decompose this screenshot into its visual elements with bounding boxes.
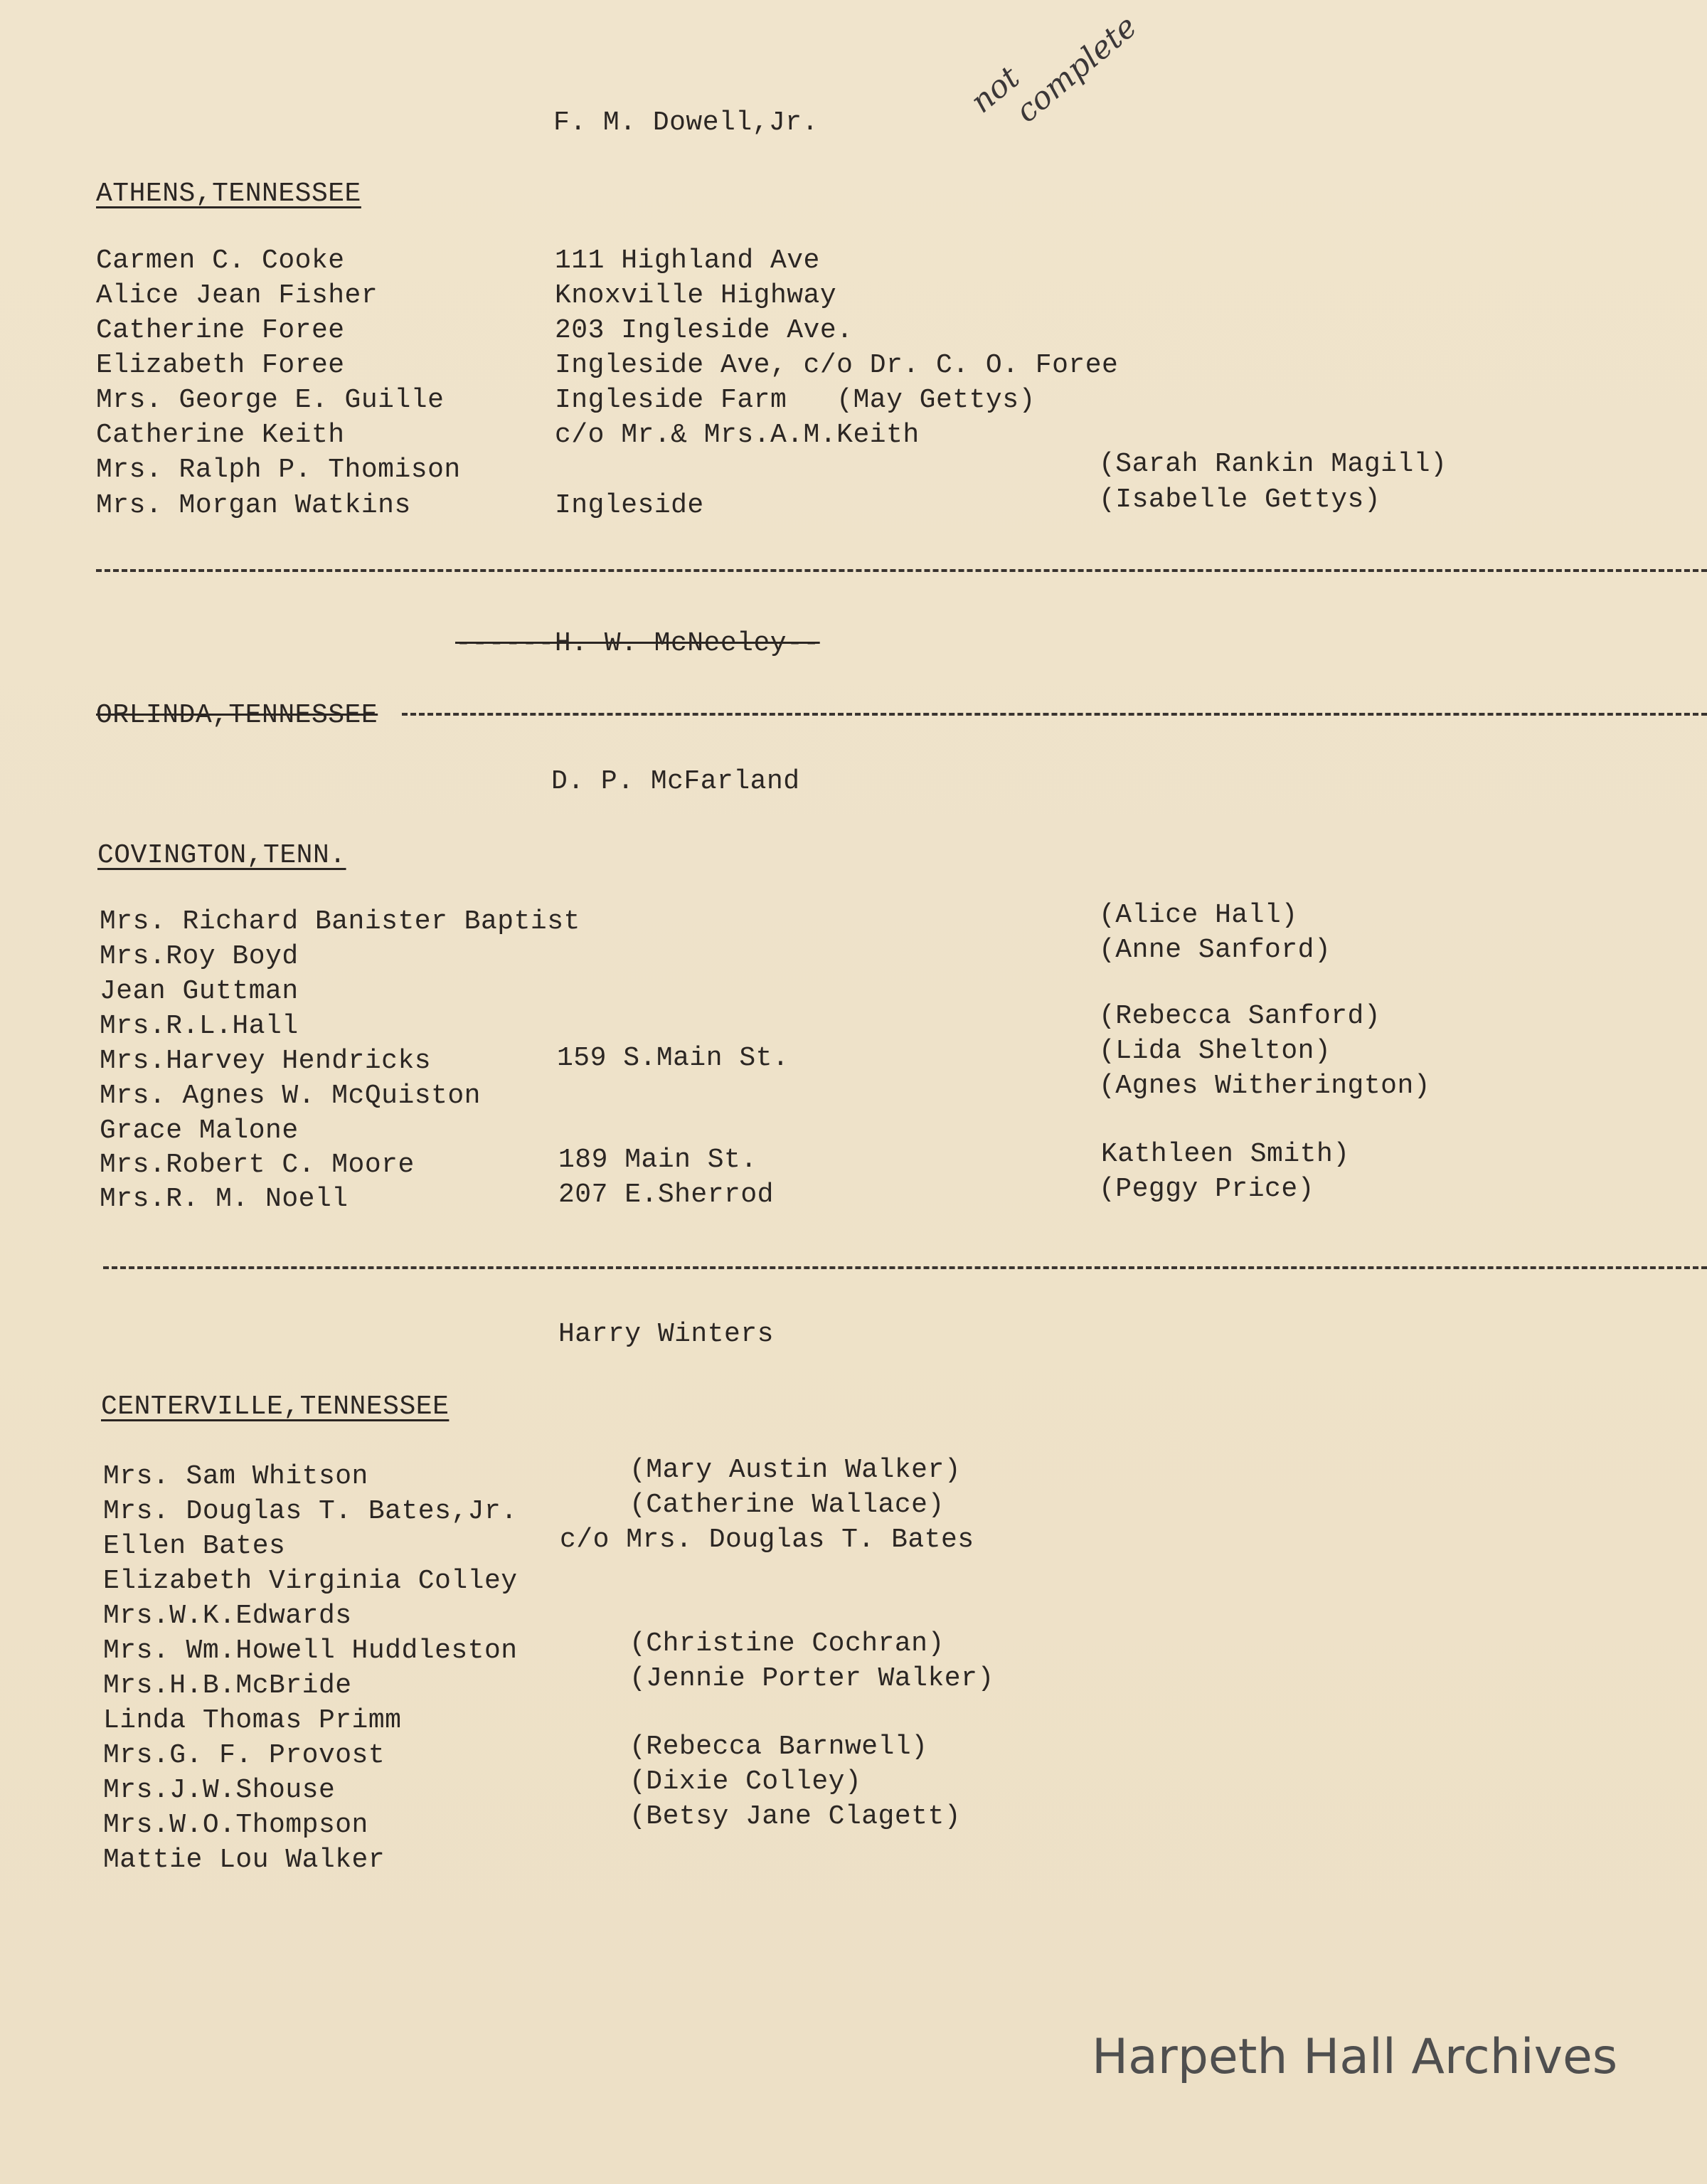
athens-address: Ingleside Farm (May Gettys): [555, 385, 1036, 415]
athens-maiden: (Sarah Rankin Magill): [1099, 449, 1447, 479]
covington-name: Jean Guttman: [100, 976, 299, 1007]
centerville-detail: (Betsy Jane Clagett): [629, 1801, 962, 1832]
covington-maiden: Kathleen Smith): [1101, 1139, 1350, 1170]
centerville-detail: (Jennie Porter Walker): [629, 1663, 994, 1694]
centerville-name: Linda Thomas Primm: [103, 1705, 402, 1736]
athens-heading: ATHENS,TENNESSEE: [96, 179, 361, 209]
centerville-representative: Harry Winters: [558, 1319, 774, 1350]
covington-name: Mrs.Roy Boyd: [100, 941, 299, 972]
centerville-name: Mrs.J.W.Shouse: [103, 1775, 336, 1806]
covington-address: 207 E.Sherrod: [558, 1180, 774, 1210]
covington-name: Grace Malone: [100, 1115, 299, 1146]
covington-name: Mrs.Robert C. Moore: [100, 1150, 415, 1180]
centerville-name: Mattie Lou Walker: [103, 1845, 385, 1875]
athens-address: 203 Ingleside Ave.: [555, 315, 854, 346]
section-divider: [103, 1266, 1707, 1269]
covington-heading: COVINGTON,TENN.: [97, 840, 346, 871]
covington-name: Mrs.R. M. Noell: [100, 1184, 349, 1214]
centerville-detail: (Christine Cochran): [629, 1628, 945, 1659]
covington-maiden: (Lida Shelton): [1099, 1036, 1331, 1066]
athens-address: c/o Mr.& Mrs.A.M.Keith: [555, 420, 920, 450]
covington-maiden: (Alice Hall): [1099, 900, 1298, 931]
athens-name: Catherine Keith: [96, 420, 345, 450]
covington-name: Mrs.R.L.Hall: [100, 1011, 299, 1041]
centerville-detail: (Dixie Colley): [629, 1766, 862, 1797]
covington-name: Mrs. Richard Banister Baptist: [100, 906, 580, 937]
athens-address: Ingleside: [555, 490, 704, 521]
centerville-detail: (Catherine Wallace): [629, 1490, 945, 1520]
section-divider: [402, 713, 1707, 716]
centerville-name: Mrs.H.B.McBride: [103, 1670, 352, 1701]
covington-maiden: (Anne Sanford): [1099, 935, 1331, 965]
handwritten-note: [964, 0, 1144, 148]
section-divider: [96, 569, 1707, 572]
athens-name: Mrs. Morgan Watkins: [96, 490, 411, 521]
covington-maiden: (Agnes Witherington): [1099, 1071, 1431, 1101]
centerville-detail: (Rebecca Barnwell): [629, 1732, 928, 1762]
centerville-name: Elizabeth Virginia Colley: [103, 1566, 518, 1596]
athens-name: Carmen C. Cooke: [96, 245, 345, 276]
centerville-name: Mrs. Wm.Howell Huddleston: [103, 1636, 518, 1666]
athens-address: Knoxville Highway: [555, 280, 837, 311]
centerville-detail: c/o Mrs. Douglas T. Bates: [560, 1525, 974, 1555]
centerville-name: Mrs.G. F. Provost: [103, 1740, 385, 1771]
centerville-detail: (Mary Austin Walker): [629, 1455, 962, 1485]
covington-address: 159 S.Main St.: [557, 1043, 789, 1074]
athens-name: Alice Jean Fisher: [96, 280, 378, 311]
covington-representative: D. P. McFarland: [551, 766, 800, 797]
athens-representative: F. M. Dowell,Jr.: [553, 107, 819, 138]
athens-address: Ingleside Ave, c/o Dr. C. O. Foree: [555, 350, 1119, 381]
centerville-name: Mrs. Douglas T. Bates,Jr.: [103, 1496, 518, 1527]
orlinda-representative: ------H. W. McNeeley--: [455, 628, 820, 659]
athens-name: Catherine Foree: [96, 315, 345, 346]
covington-maiden: (Rebecca Sanford): [1099, 1001, 1381, 1032]
centerville-name: Ellen Bates: [103, 1531, 286, 1562]
centerville-heading: CENTERVILLE,TENNESSEE: [101, 1391, 450, 1422]
handwritten-note-line2: complete: [1009, 8, 1144, 130]
centerville-name: Mrs.W.O.Thompson: [103, 1810, 368, 1840]
archive-watermark: Harpeth Hall Archives: [1092, 2029, 1618, 2085]
covington-name: Mrs. Agnes W. McQuiston: [100, 1081, 481, 1111]
athens-address: 111 Highland Ave: [555, 245, 820, 276]
centerville-name: Mrs.W.K.Edwards: [103, 1601, 352, 1631]
orlinda-heading: ORLINDA,TENNESSEE: [96, 700, 378, 731]
athens-name: Mrs. George E. Guille: [96, 385, 445, 415]
handwritten-note-line1: not: [964, 59, 1027, 121]
covington-address: 189 Main St.: [558, 1145, 757, 1175]
covington-maiden: (Peggy Price): [1099, 1174, 1314, 1204]
athens-name: Mrs. Ralph P. Thomison: [96, 455, 461, 485]
athens-name: Elizabeth Foree: [96, 350, 345, 381]
centerville-name: Mrs. Sam Whitson: [103, 1461, 368, 1492]
athens-maiden: (Isabelle Gettys): [1099, 484, 1381, 515]
covington-name: Mrs.Harvey Hendricks: [100, 1046, 432, 1076]
